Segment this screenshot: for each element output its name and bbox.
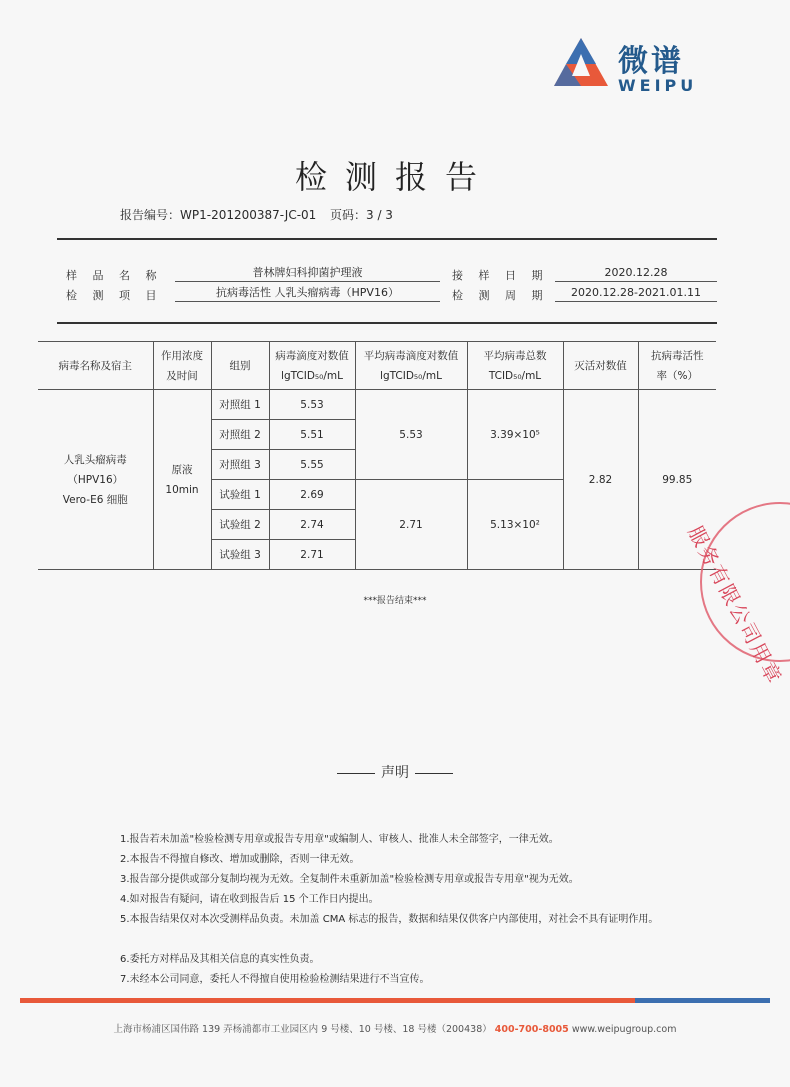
header-activity: 抗病毒活性 率（%）	[638, 342, 716, 390]
titer-cell: 5.51	[269, 420, 355, 450]
header-avg-titer: 平均病毒滴度对数值 lgTCID₅₀/mL	[355, 342, 467, 390]
group-cell: 对照组 2	[211, 420, 269, 450]
group-cell: 对照组 3	[211, 450, 269, 480]
titer-cell: 5.53	[269, 390, 355, 420]
footer	[0, 1021, 790, 1035]
sample-name-value: 普林牌妇科抑菌护理液	[175, 264, 440, 282]
titer-cell: 2.69	[269, 480, 355, 510]
declaration-item: 7.未经本公司同意，委托人不得擅自使用检验检测结果进行不当宣传。	[120, 974, 430, 985]
results-table	[38, 341, 716, 570]
header-conc-time: 作用浓度 及时间	[153, 342, 211, 390]
weipu-logo-icon	[552, 36, 610, 88]
title-dash-right	[415, 773, 453, 774]
test-period-label: 检 测 周 期	[452, 289, 549, 302]
declaration-item: 6.委托方对样品及其相关信息的真实性负责。	[120, 954, 320, 965]
declaration-item: 2.本报告不得擅自修改、增加或删除，否则一律无效。	[120, 854, 360, 865]
receive-date-label: 接 样 日 期	[452, 269, 549, 282]
table-header-row	[38, 342, 716, 390]
test-item-label: 检 测 项 目	[66, 289, 163, 302]
control-avg-total-cell: 3.39×10⁵	[467, 390, 563, 480]
activity-cell: 99.85	[638, 390, 716, 570]
group-cell: 试验组 1	[211, 480, 269, 510]
virus-cell: 人乳头瘤病毒 （HPV16） Vero-E6 细胞	[38, 390, 153, 570]
declaration-item: 4.如对报告有疑问，请在收到报告后 15 个工作日内提出。	[120, 894, 379, 905]
header-kill-log: 灭活对数值	[563, 342, 638, 390]
footer-website: www.weipugroup.com	[571, 1024, 677, 1035]
footer-color-bar	[20, 998, 770, 1003]
seal-text: 服务有限公司用章	[683, 521, 788, 689]
titer-cell: 5.55	[269, 450, 355, 480]
declaration-title: 声明	[0, 762, 790, 782]
footer-phone: 400-700-8005	[494, 1024, 569, 1035]
titer-cell: 2.71	[269, 540, 355, 570]
receive-date-value: 2020.12.28	[555, 264, 717, 282]
page-number: 页码：3 / 3	[330, 208, 393, 222]
test-avg-titer-cell: 2.71	[355, 480, 467, 570]
declaration-item: 5.本报告结果仅对本次受测样品负责。未加盖 CMA 标志的报告，数据和结果仅供客户内部使用，对社会不具有证明作用。	[120, 914, 659, 925]
declaration-item: 1.报告若未加盖"检验检测专用章或报告专用章"或编制人、审核人、批准人未全部签字，一律无效。	[120, 834, 559, 845]
report-number: 报告编号：WP1-201200387-JC-01	[120, 208, 317, 222]
group-cell: 试验组 3	[211, 540, 269, 570]
sample-name-label: 样 品 名 称	[66, 269, 163, 282]
test-avg-total-cell: 5.13×10²	[467, 480, 563, 570]
header-group: 组别	[211, 342, 269, 390]
header-virus: 病毒名称及宿主	[38, 342, 153, 390]
header-titer: 病毒滴度对数值 lgTCID₅₀/mL	[269, 342, 355, 390]
report-title: 检测报告	[294, 158, 495, 196]
titer-cell: 2.74	[269, 510, 355, 540]
control-avg-titer-cell: 5.53	[355, 390, 467, 480]
footer-address: 上海市杨浦区国伟路 139 弄杨浦都市工业园区内 9 号楼、10 号楼、18 号楼（200438）	[113, 1024, 492, 1035]
report-end-marker: ***报告结束***	[363, 596, 427, 606]
test-period-value: 2020.12.28-2021.01.11	[555, 284, 717, 302]
test-item-value: 抗病毒活性 人乳头瘤病毒（HPV16）	[175, 284, 440, 302]
title-dash-left	[337, 773, 375, 774]
logo-en-text: WEIPU	[618, 76, 698, 95]
declaration-item: 3.报告部分提供或部分复制均视为无效。全复制件未重新加盖"检验检测专用章或报告专用章"视为无效。	[120, 874, 579, 885]
group-cell: 试验组 2	[211, 510, 269, 540]
table-row	[38, 390, 716, 420]
header-avg-total: 平均病毒总数 TCID₅₀/mL	[467, 342, 563, 390]
info-bottom-rule	[57, 322, 717, 324]
group-cell: 对照组 1	[211, 390, 269, 420]
logo-cn-text: 微谱	[618, 44, 684, 79]
conc-time-cell: 原液 10min	[153, 390, 211, 570]
company-logo	[552, 34, 712, 94]
top-rule	[57, 238, 717, 240]
kill-log-cell: 2.82	[563, 390, 638, 570]
